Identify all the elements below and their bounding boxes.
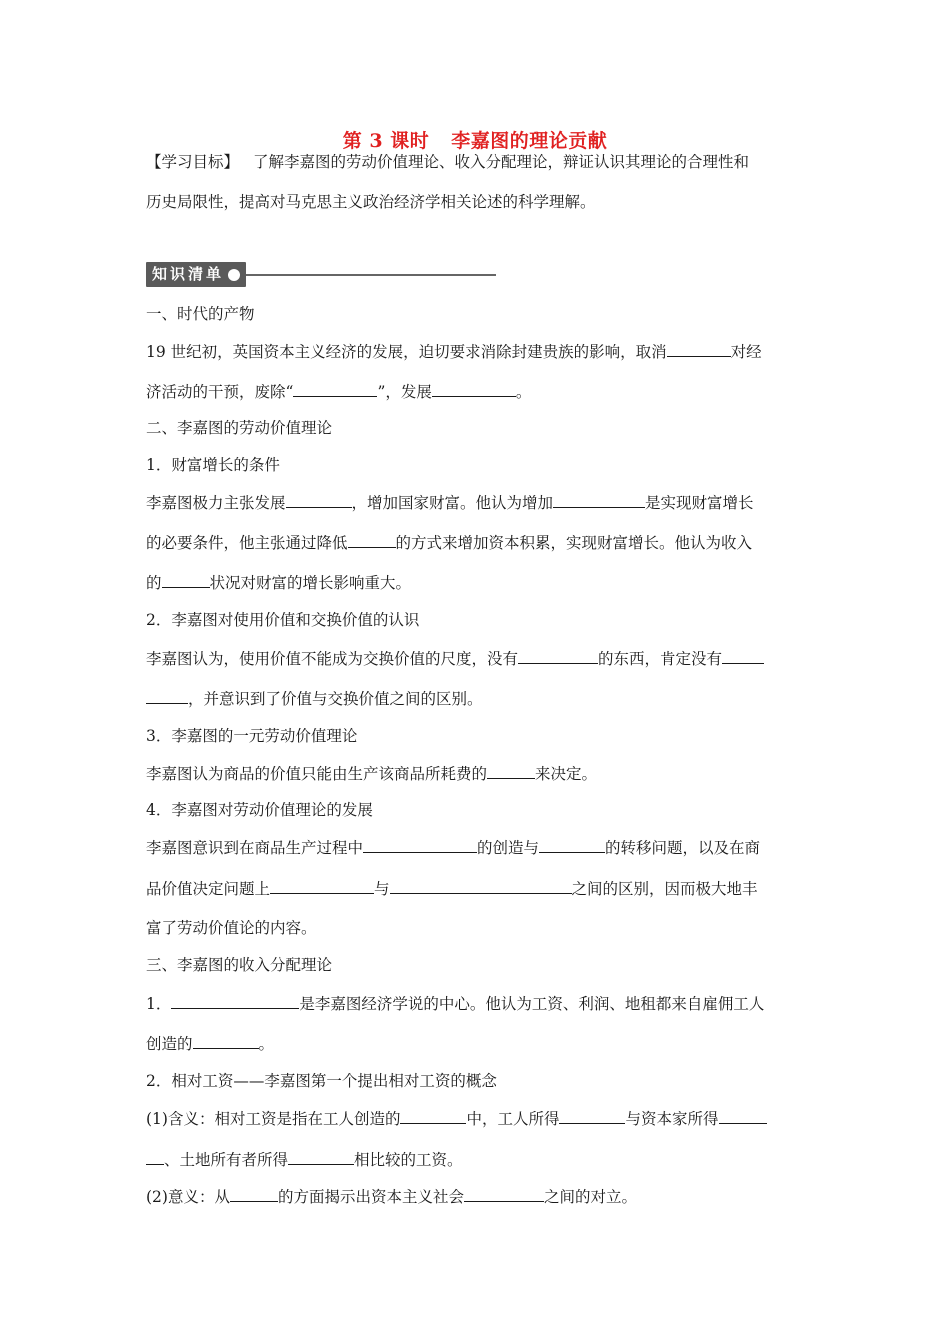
fill-blank[interactable] [286,492,352,508]
text-segment: 与 [374,880,390,898]
fill-blank[interactable] [293,381,377,397]
text-segment: 之间的对立。 [543,1188,637,1206]
text-segment: 、土地所有者所得 [164,1151,289,1169]
fill-blank[interactable] [390,878,572,894]
subheading-2: 2．李嘉图对使用价值和交换价值的认识 [146,611,420,629]
text-segment: 。 [515,383,532,401]
fill-blank[interactable] [667,341,731,357]
text-segment: 的方面揭示出资本主义社会 [277,1188,464,1206]
fill-blank[interactable] [146,1149,164,1165]
fill-blank[interactable] [400,1108,466,1124]
objectives-tag: 【学习目标】 [146,153,240,171]
fill-blank[interactable] [171,993,299,1009]
text-segment: 与资本家所得 [625,1110,719,1128]
fill-blank[interactable] [539,837,605,853]
title-lesson-number: 第 3 课时 [342,130,430,152]
bullet-dot-icon [228,269,240,281]
fill-blank[interactable] [270,878,374,894]
text-segment: 创造的 [146,1035,193,1053]
text-segment: 之间的区别，因而极大地丰 [571,880,758,898]
fill-blank[interactable] [230,1186,278,1202]
paragraph-line [146,648,810,669]
fill-blank[interactable] [464,1186,544,1202]
text-segment: 的转移问题，以及在商 [605,839,761,857]
text-segment: 来决定。 [535,765,598,783]
text-segment: 的创造与 [477,839,540,857]
text-segment: 的必要条件，他主张通过降低 [146,534,348,552]
paragraph-line: 富了劳动价值论的内容。 [146,919,317,937]
text-segment: 李嘉图认为商品的价值只能由生产该商品所耗费的 [146,765,488,783]
text-segment: 状况对财富的增长影响重大。 [209,574,412,592]
objectives-line-1 [146,152,810,172]
page-title [0,126,950,153]
section-heading-3: 三、李嘉图的收入分配理论 [146,956,333,974]
text-segment: 的 [146,574,162,592]
fill-blank[interactable] [518,648,598,664]
text-segment: 的东西，肯定没有 [598,650,723,668]
text-segment: 是李嘉图经济学说的中心。他认为工资、利润、地租都来自雇佣工人 [299,995,765,1013]
paragraph-line [146,763,810,784]
text-segment: 19 世纪初，英国资本主义经济的发展，迫切要求消除封建贵族的影响，取消 [146,343,667,361]
knowledge-list-header [146,262,496,287]
objectives-line-2: 历史局限性，提高对马克思主义政治经济学相关论述的科学理解。 [146,193,596,211]
paragraph-line [146,837,810,858]
fill-blank[interactable] [432,381,516,397]
fill-blank[interactable] [348,532,396,548]
fill-blank[interactable] [559,1108,625,1124]
fill-blank[interactable] [162,572,210,588]
paragraph-line [146,688,810,709]
paragraph-line [146,492,810,513]
knowledge-list-label: 知识清单 [152,265,225,283]
fill-blank[interactable] [193,1033,259,1049]
text-segment: 李嘉图认为，使用价值不能成为交换价值的尺度，没有 [146,650,519,668]
text-segment: (1)含义：相对工资是指在工人创造的 [146,1110,401,1128]
text-segment: 李嘉图意识到在商品生产过程中 [146,839,364,857]
fill-blank[interactable] [146,688,188,704]
text-segment: ，增加国家财富。他认为增加 [351,494,554,512]
text-segment: 相比较的工资。 [354,1151,463,1169]
text-segment: 是实现财富增长 [645,494,754,512]
subheading-4: 4．李嘉图对劳动价值理论的发展 [146,801,373,819]
paragraph-line [146,381,810,402]
text-segment: ，并意识到了价值与交换价值之间的区别。 [188,690,483,708]
fill-blank[interactable] [719,1108,767,1124]
text-segment: 中，工人所得 [466,1110,560,1128]
paragraph-line [146,1033,810,1054]
text-segment: 。 [258,1035,275,1053]
fill-blank[interactable] [363,837,477,853]
header-rule [246,274,496,276]
subheading-5: 2．相对工资——李嘉图第一个提出相对工资的概念 [146,1072,497,1090]
title-lesson-name: 李嘉图的理论贡献 [451,130,608,152]
text-segment: 1． [146,995,172,1013]
fill-blank[interactable] [487,763,535,779]
fill-blank[interactable] [722,648,764,664]
section-heading-2: 二、李嘉图的劳动价值理论 [146,419,333,437]
text-segment: (2)意义：从 [146,1188,230,1206]
paragraph-line [146,878,810,899]
paragraph-line [146,993,810,1014]
text-segment: 的方式来增加资本积累，实现财富增长。他认为收入 [395,534,753,552]
fill-blank[interactable] [288,1149,354,1165]
subheading-1: 1．财富增长的条件 [146,456,280,474]
paragraph-line [146,572,810,593]
paragraph-line [146,1186,810,1207]
paragraph-line [146,341,810,362]
paragraph-line [146,1108,810,1129]
text-segment: ”，发展 [377,383,432,401]
knowledge-list-badge [146,262,246,287]
subheading-3: 3．李嘉图的一元劳动价值理论 [146,727,358,745]
text-segment: 品价值决定问题上 [146,880,271,898]
paragraph-line [146,532,810,553]
objectives-text-1: 了解李嘉图的劳动价值理论、收入分配理论，辩证认识其理论的合理性和 [253,153,750,171]
text-segment: 济活动的干预，废除“ [146,383,294,401]
paragraph-line [146,1149,810,1170]
text-segment: 对经 [730,343,762,361]
fill-blank[interactable] [553,492,645,508]
text-segment: 李嘉图极力主张发展 [146,494,286,512]
section-heading-1: 一、时代的产物 [146,305,255,323]
